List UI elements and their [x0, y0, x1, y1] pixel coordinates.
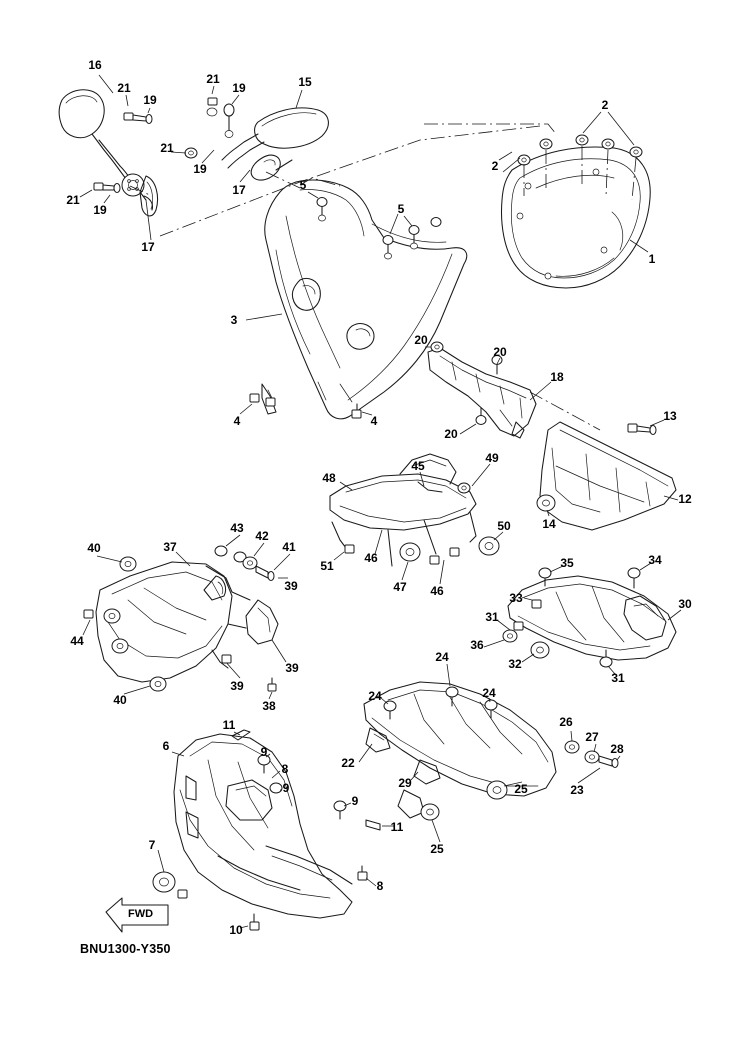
callout-39: 39: [285, 661, 299, 675]
callout-18: 18: [550, 370, 564, 384]
callout-33: 33: [509, 591, 523, 605]
callout-27: 27: [585, 730, 599, 744]
callout-1: 1: [648, 252, 656, 266]
callout-39: 39: [284, 579, 298, 593]
callout-14: 14: [542, 517, 556, 531]
callout-2: 2: [601, 98, 609, 112]
callout-5: 5: [299, 178, 307, 192]
callout-43: 43: [230, 521, 244, 535]
part-front-cowling: [246, 180, 467, 419]
callout-3: 3: [230, 313, 238, 327]
callout-45: 45: [411, 459, 425, 473]
callout-29: 29: [398, 776, 412, 790]
callout-41: 41: [282, 540, 296, 554]
callout-9: 9: [260, 745, 268, 759]
callout-36: 36: [470, 638, 484, 652]
callout-46: 46: [364, 551, 378, 565]
callout-24: 24: [435, 650, 449, 664]
callout-48: 48: [322, 471, 336, 485]
part-inner-frame-bracket: [537, 420, 678, 530]
callout-11: 11: [222, 718, 236, 732]
callout-8: 8: [281, 762, 289, 776]
callout-21: 21: [66, 193, 80, 207]
callout-9: 9: [282, 781, 290, 795]
callout-26: 26: [559, 715, 573, 729]
part-left-side-cover: [83, 535, 290, 699]
callout-37: 37: [163, 540, 177, 554]
callout-4: 4: [370, 414, 378, 428]
part-upper-inner-bracket: [330, 451, 503, 584]
callout-22: 22: [341, 756, 355, 770]
callout-19: 19: [93, 203, 107, 217]
mirror-assembly-right: [222, 108, 328, 180]
callout-13: 13: [663, 409, 677, 423]
callout-40: 40: [113, 693, 127, 707]
callout-31: 31: [485, 610, 499, 624]
callout-38: 38: [262, 699, 276, 713]
diagram-part-code: BNU1300-Y350: [80, 942, 171, 956]
callout-40: 40: [87, 541, 101, 555]
callout-50: 50: [497, 519, 511, 533]
fwd-label: FWD: [128, 908, 154, 920]
callout-15: 15: [298, 75, 312, 89]
callout-4: 4: [233, 414, 241, 428]
callout-39: 39: [230, 679, 244, 693]
callout-35: 35: [560, 556, 574, 570]
callout-30: 30: [678, 597, 692, 611]
callout-24: 24: [368, 689, 382, 703]
callout-17: 17: [232, 183, 246, 197]
callout-25: 25: [430, 842, 444, 856]
callout-17: 17: [141, 240, 155, 254]
callout-46: 46: [430, 584, 444, 598]
callout-21: 21: [206, 72, 220, 86]
callout-23: 23: [570, 783, 584, 797]
callout-42: 42: [255, 529, 269, 543]
callout-8: 8: [376, 879, 384, 893]
callout-20: 20: [444, 427, 458, 441]
callout-49: 49: [485, 451, 499, 465]
callout-19: 19: [232, 81, 246, 95]
callout-44: 44: [70, 634, 84, 648]
callout-9: 9: [351, 794, 359, 808]
callout-12: 12: [678, 492, 692, 506]
callout-32: 32: [508, 657, 522, 671]
callout-21: 21: [117, 81, 131, 95]
part-cowling-bracket: [425, 342, 600, 441]
callout-28: 28: [610, 742, 624, 756]
callout-16: 16: [88, 58, 102, 72]
callout-20: 20: [493, 345, 507, 359]
part-front-lower-cowl: [153, 730, 394, 930]
callout-10: 10: [229, 923, 243, 937]
callout-24: 24: [482, 686, 496, 700]
windscreen-fasteners: [499, 112, 642, 200]
callout-21: 21: [160, 141, 174, 155]
callout-51: 51: [320, 559, 334, 573]
callout-19: 19: [193, 162, 207, 176]
callout-25: 25: [514, 782, 528, 796]
callout-2: 2: [491, 159, 499, 173]
callout-19: 19: [143, 93, 157, 107]
callout-31: 31: [611, 671, 625, 685]
callout-34: 34: [648, 553, 662, 567]
callout-5: 5: [397, 202, 405, 216]
cowling-fasteners: [240, 192, 441, 418]
callout-7: 7: [148, 838, 156, 852]
callout-20: 20: [414, 333, 428, 347]
callout-11: 11: [390, 820, 404, 834]
callout-47: 47: [393, 580, 407, 594]
callout-6: 6: [162, 739, 170, 753]
